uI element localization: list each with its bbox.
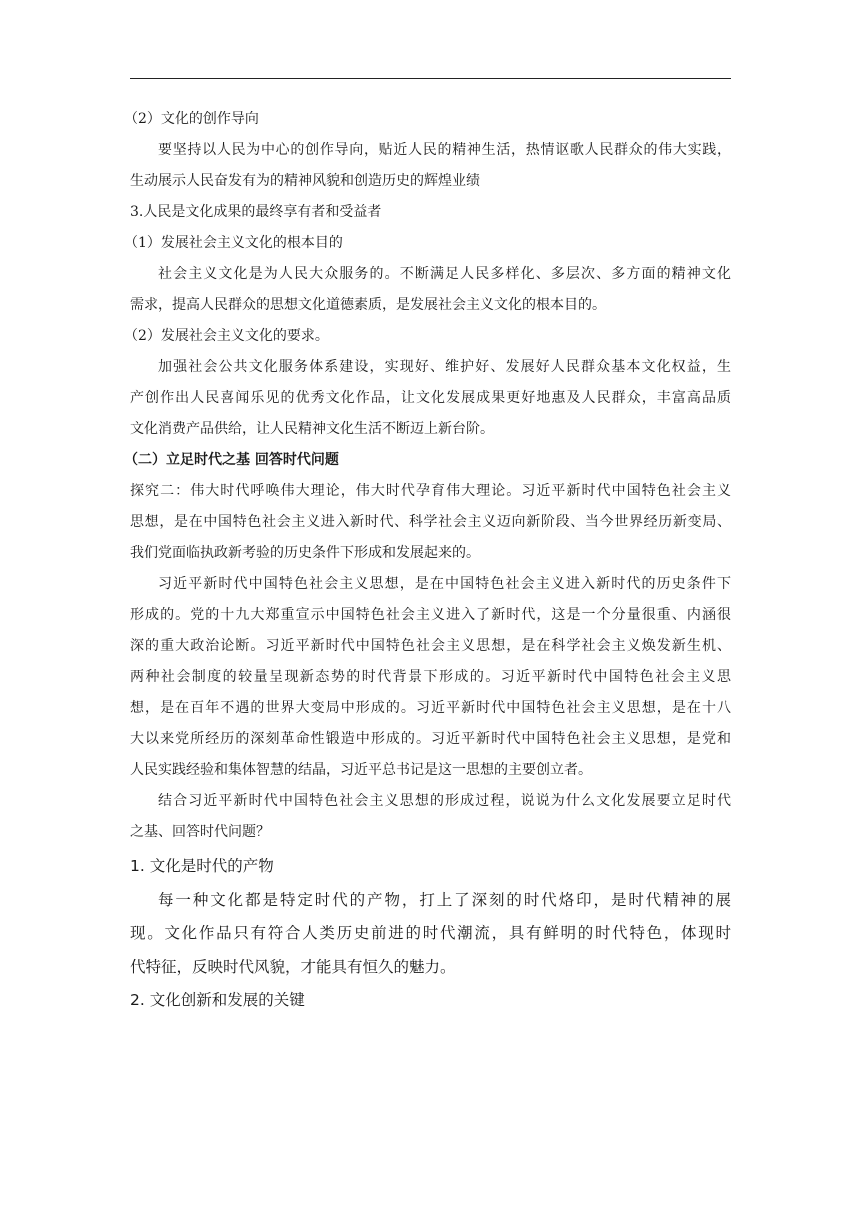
paragraph-line: 生动展示人民奋发有为的精神风貌和创造历史的辉煌业绩 — [130, 173, 480, 189]
subheading-fundamental-purpose: （1）发展社会主义文化的根本目的 — [124, 235, 343, 251]
heading-people-beneficiaries: 3.人民是文化成果的最终享有者和受益者 — [130, 204, 382, 220]
paragraph-line: 社会主义文化是为人民大众服务的。不断满足人民多样化、多层次、多方面的精神文化 — [158, 266, 731, 282]
paragraph-line: 代特征，反映时代风貌，才能具有恒久的魅力。 — [130, 957, 456, 976]
section-heading-era: （二）立足时代之基 回答时代问题 — [124, 452, 339, 468]
paragraph-line: 现。文化作品只有符合人类历史前进的时代潮流，具有鲜明的时代特色，体现时 — [130, 924, 731, 942]
paragraph-line: 文化消费产品供给，让人民精神文化生活不断迈上新台阶。 — [130, 421, 494, 437]
paragraph-line: 想，是在百年不遇的世界大变局中形成的。习近平新时代中国特色社会主义思想，是在十八 — [130, 700, 731, 716]
document-body — [124, 104, 731, 1018]
paragraph-line: 产创作出人民喜闻乐见的优秀文化作品，让文化发展成果更好地惠及人民群众，丰富高品质 — [130, 390, 731, 406]
inquiry-line: 探究二：伟大时代呼唤伟大理论，伟大时代孕育伟大理论。习近平新时代中国特色社会主义 — [130, 483, 731, 499]
paragraph-line: 加强社会公共文化服务体系建设，实现好、维护好、发展好人民群众基本文化权益，生 — [158, 359, 731, 375]
paragraph-line: 大以来党所经历的深刻革命性锻造中形成的。习近平新时代中国特色社会主义思想，是党和 — [130, 731, 731, 747]
heading-innovation-key: 2. 文化创新和发展的关键 — [130, 991, 305, 1009]
paragraph-line: 两种社会制度的较量呈现新态势的时代背景下形成的。习近平新时代中国特色社会主义思 — [130, 669, 731, 685]
question-line: 结合习近平新时代中国特色社会主义思想的形成过程，说说为什么文化发展要立足时代 — [158, 793, 731, 809]
subheading-creative-orientation: （2）文化的创作导向 — [124, 111, 259, 127]
paragraph-line: 形成的。党的十九大郑重宣示中国特色社会主义进入了新时代，这是一个分量很重、内涵很 — [130, 607, 731, 623]
inquiry-line: 思想，是在中国特色社会主义进入新时代、科学社会主义迈向新阶段、当今世界经历新变局、 — [130, 514, 731, 530]
paragraph-line: 每一种文化都是特定时代的产物，打上了深刻的时代烙印，是时代精神的展 — [158, 890, 731, 909]
paragraph-line: 需求，提高人民群众的思想文化道德素质，是发展社会主义文化的根本目的。 — [130, 297, 606, 313]
paragraph-line: 要坚持以人民为中心的创作导向，贴近人民的精神生活，热情讴歌人民群众的伟大实践， — [158, 142, 731, 158]
header-rule — [130, 78, 731, 79]
subheading-requirements: （2）发展社会主义文化的要求。 — [124, 328, 329, 344]
question-line: 之基、回答时代问题？ — [130, 824, 270, 840]
paragraph-line: 习近平新时代中国特色社会主义思想，是在中国特色社会主义进入新时代的历史条件下 — [158, 576, 731, 592]
paragraph-line: 深的重大政治论断。习近平新时代中国特色社会主义思想，是在科学社会主义焕发新生机、 — [130, 638, 731, 654]
heading-culture-product-of-era: 1. 文化是时代的产物 — [130, 857, 274, 875]
inquiry-line: 我们党面临执政新考验的历史条件下形成和发展起来的。 — [130, 545, 480, 561]
paragraph-line: 人民实践经验和集体智慧的结晶，习近平总书记是这一思想的主要创立者。 — [130, 762, 592, 778]
